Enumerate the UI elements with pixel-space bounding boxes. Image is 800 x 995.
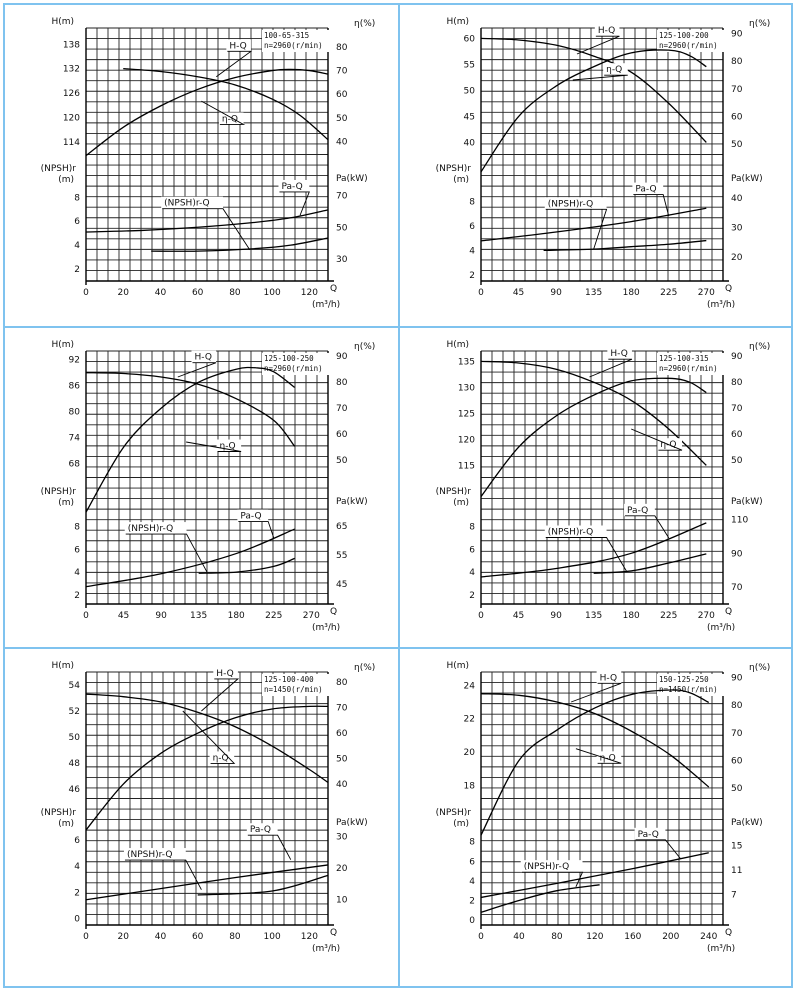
eta-tick-label: 50	[731, 784, 743, 795]
curve-label: (NPSH)r-Q	[547, 527, 594, 538]
model-title: 150-125-250	[659, 675, 709, 684]
x-tick-label: 45	[117, 611, 130, 621]
model-speed: n=1450(r/min)	[659, 685, 718, 694]
npsh-tick-label: 6	[74, 836, 80, 847]
model-speed: n=2960(r/min)	[264, 364, 323, 373]
eta-axis-label: η(%)	[749, 342, 771, 352]
x-tick-label: 225	[660, 611, 678, 621]
chart-svg	[8, 652, 393, 962]
x-tick-label: 0	[478, 288, 484, 298]
x-tick-label: 80	[229, 288, 241, 298]
h-axis-label: H(m)	[446, 17, 469, 27]
curve-npshrq	[481, 885, 600, 912]
pump-chart-150-125-250	[403, 652, 788, 962]
eta-tick-label: 60	[336, 430, 348, 441]
x-tick-label: 20	[117, 932, 129, 942]
npsh-tick-label: 2	[469, 590, 475, 601]
npsh-tick-label: 6	[469, 221, 475, 232]
eta-tick-label: 70	[336, 404, 348, 415]
h-axis-label: H(m)	[51, 17, 74, 27]
eta-tick-label: 60	[731, 112, 743, 123]
npsh-axis-unit: (m)	[453, 175, 469, 185]
npsh-tick-label: 2	[74, 265, 80, 276]
x-tick-label: 100	[263, 288, 281, 298]
curve-label: η-Q	[219, 441, 236, 452]
x-tick-label: 180	[622, 288, 640, 298]
x-axis-unit: (m³/h)	[312, 623, 341, 633]
h-tick-label: 92	[68, 355, 80, 366]
eta-tick-label: 50	[731, 456, 743, 467]
npsh-tick-label: 4	[74, 568, 80, 579]
curve-label: Pa-Q	[635, 184, 657, 195]
pa-axis-label: Pa(kW)	[731, 818, 763, 828]
x-tick-label: 270	[697, 288, 715, 298]
eta-tick-label: 70	[731, 404, 743, 415]
curve-label: H-Q	[229, 41, 247, 52]
eta-tick-label: 90	[336, 352, 348, 363]
chart-svg	[8, 331, 393, 641]
curve-npshrq	[198, 875, 328, 895]
h-tick-label: 74	[68, 433, 80, 444]
curve-q	[86, 367, 295, 512]
npsh-tick-label: 6	[469, 545, 475, 556]
pa-tick-label: 70	[731, 583, 743, 594]
eta-tick-label: 40	[336, 137, 348, 148]
x-tick-label: 135	[585, 288, 603, 298]
h-tick-label: 132	[62, 64, 80, 75]
npsh-tick-label: 2	[469, 896, 475, 907]
curve-label: Pa-Q	[249, 825, 272, 836]
h-tick-label: 46	[68, 785, 80, 795]
npsh-axis-label: (NPSH)r	[435, 808, 471, 818]
curve-label: (NPSH)r-Q	[126, 850, 173, 861]
x-tick-label: 45	[512, 611, 525, 621]
x-axis-name: Q	[725, 607, 733, 617]
h-tick-label: 45	[463, 112, 475, 123]
eta-tick-label: 80	[336, 378, 348, 389]
eta-tick-label: 80	[731, 57, 743, 68]
eta-tick-label: 70	[731, 84, 743, 95]
curve-label: (NPSH)r-Q	[164, 198, 210, 209]
eta-axis-label: η(%)	[354, 342, 376, 352]
x-axis-name: Q	[725, 928, 733, 938]
pa-tick-label: 30	[336, 254, 348, 265]
eta-axis-label: η(%)	[354, 19, 376, 29]
pa-tick-label: 30	[336, 832, 348, 843]
eta-tick-label: 60	[336, 90, 348, 101]
x-tick-label: 225	[660, 288, 678, 298]
leader-line	[633, 195, 668, 217]
x-tick-label: 0	[83, 932, 89, 942]
model-speed: n=1450(r/min)	[264, 685, 323, 694]
eta-tick-label: 70	[336, 703, 348, 714]
eta-tick-label: 80	[731, 378, 743, 389]
grid	[481, 351, 723, 604]
leader-line	[126, 534, 207, 572]
x-tick-label: 200	[662, 932, 680, 942]
chart-svg	[8, 8, 393, 318]
curve-paq	[481, 853, 709, 898]
pa-tick-label: 15	[731, 841, 743, 852]
curve-hq	[481, 38, 706, 142]
x-tick-label: 90	[155, 611, 167, 621]
grid	[86, 351, 328, 604]
eta-tick-label: 90	[731, 352, 743, 363]
curve-label: η-Q	[606, 65, 623, 76]
eta-tick-label: 70	[336, 66, 348, 77]
curve-q	[481, 690, 709, 835]
pa-axis-label: Pa(kW)	[336, 818, 368, 828]
x-tick-label: 60	[191, 932, 204, 942]
h-tick-label: 48	[68, 759, 80, 769]
curve-label: η-Q	[212, 753, 229, 764]
h-tick-label: 22	[463, 714, 475, 725]
h-tick-label: 120	[457, 435, 475, 446]
model-speed: n=2960(r/min)	[659, 364, 718, 373]
h-tick-label: 50	[68, 733, 80, 743]
pa-tick-label: 70	[336, 191, 348, 202]
pa-axis-label: Pa(kW)	[336, 174, 368, 184]
curve-label: H-Q	[610, 349, 628, 360]
pump-chart-125-100-250	[8, 331, 393, 641]
h-tick-label: 138	[62, 40, 80, 51]
x-axis-name: Q	[330, 928, 338, 938]
npsh-tick-label: 4	[74, 241, 80, 252]
x-tick-label: 20	[117, 288, 129, 298]
h-tick-label: 20	[463, 748, 475, 758]
eta-tick-label: 50	[336, 456, 348, 467]
npsh-tick-label: 8	[469, 837, 475, 848]
curve-label: H-Q	[599, 673, 618, 684]
curve-label: H-Q	[194, 352, 212, 363]
pa-tick-label: 65	[336, 522, 348, 533]
x-tick-label: 80	[551, 932, 563, 942]
npsh-tick-label: 4	[469, 246, 475, 257]
curve-paq	[481, 208, 706, 241]
x-tick-label: 0	[83, 288, 89, 298]
h-tick-label: 54	[68, 681, 80, 691]
x-tick-label: 225	[265, 611, 283, 621]
h-tick-label: 40	[463, 138, 475, 149]
x-tick-label: 100	[263, 932, 281, 942]
x-tick-label: 40	[513, 932, 525, 942]
pump-chart-125-100-200	[403, 8, 788, 318]
h-tick-label: 55	[463, 60, 475, 71]
x-tick-label: 270	[697, 611, 715, 621]
model-speed: n=2960(r/min)	[264, 41, 323, 50]
npsh-tick-label: 0	[74, 914, 80, 925]
h-tick-label: 52	[68, 707, 80, 717]
npsh-tick-label: 8	[469, 197, 475, 208]
npsh-axis-unit: (m)	[58, 819, 74, 829]
h-axis-label: H(m)	[446, 661, 469, 671]
chart-svg	[403, 331, 788, 641]
grid	[481, 672, 723, 925]
x-axis-unit: (m³/h)	[707, 300, 736, 310]
eta-tick-label: 80	[336, 678, 348, 689]
x-tick-label: 120	[586, 932, 604, 942]
npsh-axis-unit: (m)	[453, 819, 469, 829]
npsh-axis-label: (NPSH)r	[435, 164, 471, 174]
npsh-tick-label: 8	[74, 522, 80, 533]
h-axis-label: H(m)	[446, 340, 469, 350]
x-tick-label: 135	[190, 611, 208, 621]
leader-line	[216, 51, 251, 76]
npsh-tick-label: 2	[74, 590, 80, 601]
curve-label: (NPSH)r-Q	[127, 524, 174, 535]
h-tick-label: 115	[457, 461, 475, 472]
npsh-tick-label: 0	[469, 916, 475, 927]
pa-tick-label: 40	[731, 193, 743, 204]
eta-tick-label: 60	[731, 756, 743, 767]
model-speed: n=2960(r/min)	[659, 41, 718, 50]
npsh-tick-label: 2	[74, 888, 80, 899]
npsh-axis-label: (NPSH)r	[40, 164, 76, 174]
x-axis-name: Q	[330, 607, 338, 617]
curve-label: (NPSH)r-Q	[547, 199, 594, 210]
x-tick-label: 40	[154, 288, 167, 298]
curve-label: H-Q	[597, 26, 616, 37]
column-divider	[398, 3, 400, 988]
npsh-tick-label: 6	[74, 545, 80, 556]
pump-chart-100-65-315	[8, 8, 393, 318]
pa-axis-label: Pa(kW)	[731, 497, 763, 507]
x-tick-label: 180	[227, 611, 245, 621]
x-axis-name: Q	[725, 284, 733, 294]
curve-paq	[86, 529, 295, 587]
npsh-axis-label: (NPSH)r	[40, 487, 76, 497]
x-axis-unit: (m³/h)	[707, 623, 736, 633]
h-tick-label: 114	[62, 137, 80, 148]
npsh-tick-label: 8	[469, 522, 475, 533]
h-tick-label: 68	[68, 459, 80, 470]
curve-npshrq	[544, 241, 707, 251]
eta-tick-label: 50	[336, 754, 348, 765]
pa-tick-label: 55	[336, 551, 348, 561]
x-tick-label: 60	[191, 288, 204, 298]
x-axis-unit: (m³/h)	[312, 300, 341, 310]
chart-svg	[403, 652, 788, 962]
curve-label: H-Q	[216, 668, 234, 679]
curve-npshrq	[594, 554, 707, 573]
x-tick-label: 120	[300, 288, 318, 298]
pa-axis-label: Pa(kW)	[336, 497, 368, 507]
pa-tick-label: 30	[731, 223, 743, 234]
h-tick-label: 120	[62, 113, 80, 124]
h-tick-label: 50	[463, 86, 475, 97]
eta-axis-label: η(%)	[749, 663, 771, 673]
h-tick-label: 126	[62, 89, 80, 99]
x-tick-label: 40	[154, 932, 167, 942]
npsh-axis-label: (NPSH)r	[40, 808, 76, 818]
eta-tick-label: 80	[731, 701, 743, 712]
x-tick-label: 90	[550, 288, 562, 298]
pa-tick-label: 45	[336, 579, 348, 590]
h-tick-label: 18	[463, 781, 475, 792]
leader-line	[625, 516, 669, 538]
pa-tick-label: 110	[731, 515, 749, 526]
pa-tick-label: 11	[731, 865, 743, 876]
eta-tick-label: 60	[336, 729, 348, 740]
leader-line	[178, 363, 216, 377]
curve-label: η-Q	[660, 440, 677, 451]
model-title: 100-65-315	[264, 31, 310, 40]
eta-tick-label: 90	[731, 29, 743, 40]
npsh-tick-label: 6	[74, 217, 80, 228]
eta-axis-label: η(%)	[749, 19, 771, 29]
curve-q	[481, 50, 706, 172]
eta-tick-label: 50	[731, 140, 743, 151]
npsh-tick-label: 4	[469, 876, 475, 887]
chart-svg	[403, 8, 788, 318]
eta-tick-label: 40	[336, 780, 348, 791]
npsh-axis-unit: (m)	[58, 498, 74, 508]
pump-chart-125-100-315	[403, 331, 788, 641]
pa-tick-label: 20	[731, 253, 743, 264]
x-tick-label: 0	[478, 611, 484, 621]
h-tick-label: 130	[457, 383, 475, 394]
eta-tick-label: 60	[731, 430, 743, 441]
x-tick-label: 80	[229, 932, 241, 942]
npsh-axis-label: (NPSH)r	[435, 487, 471, 497]
eta-tick-label: 70	[731, 728, 743, 739]
h-tick-label: 80	[68, 407, 80, 418]
pa-tick-label: 7	[731, 890, 737, 901]
h-tick-label: 60	[463, 34, 475, 45]
curve-label: Pa-Q	[240, 511, 262, 522]
eta-tick-label: 90	[731, 673, 743, 684]
curve-label: η-Q	[221, 114, 238, 125]
curve-label: η-Q	[599, 753, 616, 764]
leader-line	[636, 840, 681, 859]
npsh-tick-label: 4	[74, 862, 80, 873]
x-axis-unit: (m³/h)	[312, 944, 341, 954]
h-axis-label: H(m)	[51, 661, 74, 671]
curve-label: (NPSH)r-Q	[523, 862, 570, 873]
x-tick-label: 0	[83, 611, 89, 621]
pa-axis-label: Pa(kW)	[731, 174, 763, 184]
h-axis-label: H(m)	[51, 340, 74, 350]
npsh-tick-label: 8	[74, 193, 80, 204]
npsh-axis-unit: (m)	[58, 175, 74, 185]
curve-label: Pa-Q	[627, 505, 649, 516]
x-axis-name: Q	[330, 284, 338, 294]
eta-axis-label: η(%)	[354, 663, 376, 673]
npsh-tick-label: 4	[469, 568, 475, 579]
curve-label: Pa-Q	[281, 181, 303, 192]
grid	[86, 28, 328, 281]
eta-tick-label: 80	[336, 42, 348, 53]
x-tick-label: 45	[512, 288, 525, 298]
pa-tick-label: 90	[731, 549, 743, 560]
leader-line	[238, 522, 273, 538]
h-tick-label: 86	[68, 381, 80, 392]
model-title: 125-100-200	[659, 31, 709, 40]
x-tick-label: 160	[624, 932, 642, 942]
npsh-tick-label: 6	[469, 857, 475, 868]
h-tick-label: 24	[463, 681, 475, 692]
h-tick-label: 135	[457, 357, 475, 368]
h-tick-label: 125	[457, 409, 475, 420]
x-tick-label: 120	[300, 932, 318, 942]
npsh-axis-unit: (m)	[453, 498, 469, 508]
x-tick-label: 90	[550, 611, 562, 621]
npsh-tick-label: 2	[469, 270, 475, 281]
curve-hq	[123, 69, 328, 140]
x-tick-label: 0	[478, 932, 484, 942]
pa-tick-label: 10	[336, 895, 348, 906]
eta-tick-label: 50	[336, 113, 348, 124]
model-title: 125-100-400	[264, 675, 314, 684]
x-tick-label: 270	[302, 611, 320, 621]
pa-tick-label: 20	[336, 864, 348, 875]
model-title: 125-100-315	[659, 354, 709, 363]
x-tick-label: 240	[700, 932, 718, 942]
leader-line	[573, 75, 628, 80]
x-tick-label: 180	[622, 611, 640, 621]
x-tick-label: 135	[585, 611, 603, 621]
curve-q	[481, 378, 706, 496]
model-title: 125-100-250	[264, 354, 314, 363]
pump-chart-125-100-400	[8, 652, 393, 962]
curve-label: Pa-Q	[637, 829, 659, 840]
pa-tick-label: 50	[336, 223, 348, 234]
x-axis-unit: (m³/h)	[707, 944, 736, 954]
